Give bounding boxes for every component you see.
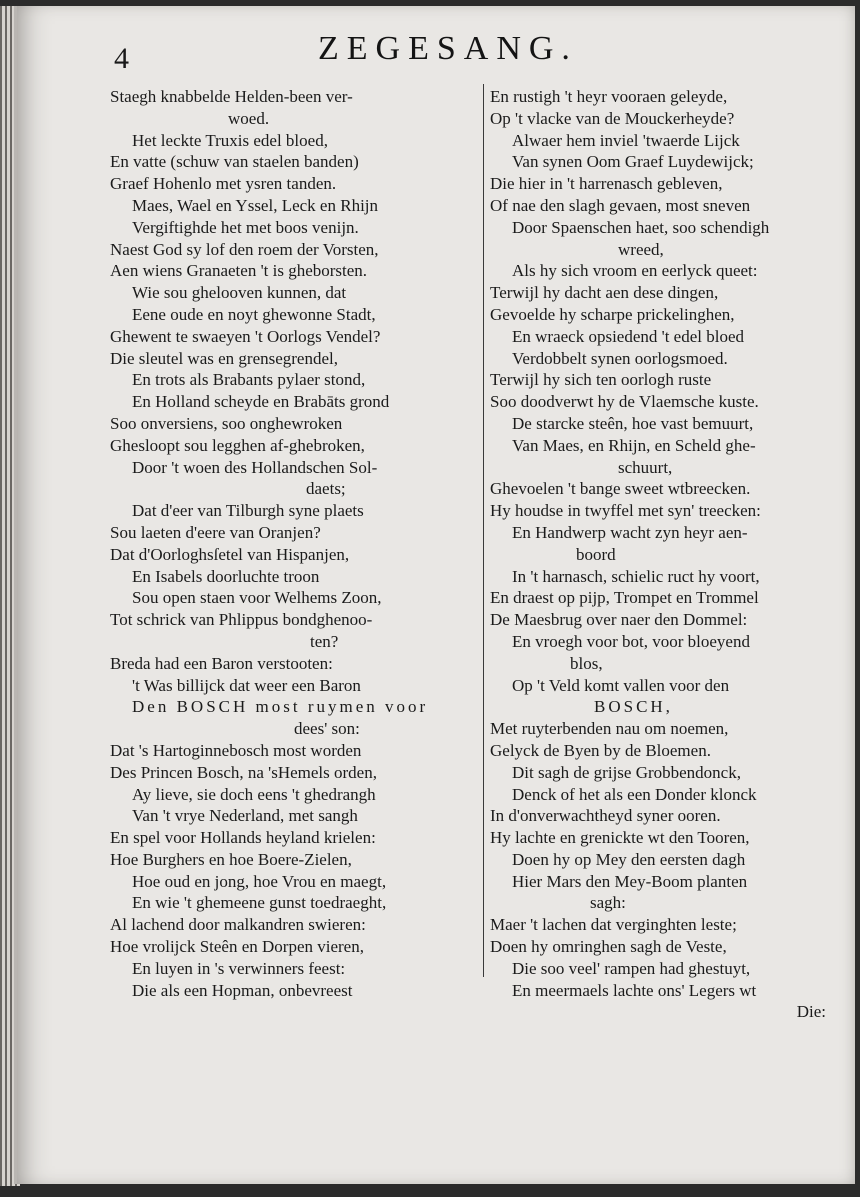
verse-line: Als hy sich vroom en eerlyck queet: [512, 261, 758, 281]
verse-line: En Handwerp wacht zyn heyr aen- [512, 522, 748, 542]
verse-line: woed. [228, 108, 270, 128]
verse-line: wreed, [618, 239, 664, 259]
running-head: ZEGESANG. [318, 30, 578, 67]
verse-line: Ghewent te swaeyen 't Oorlogs Vendel? [110, 326, 381, 346]
verse-line: Den BOSCH most ruymen voor [132, 697, 429, 717]
catchword: Die: [796, 1002, 826, 1022]
verse-line: Des Princen Bosch, na 'sHemels orden, [110, 762, 377, 782]
verse-line: Dit sagh de grijse Grobbendonck, [512, 762, 741, 782]
verse-line: Die soo veel' rampen had ghestuyt, [512, 958, 751, 978]
verse-line: Dat d'eer van Tilburgh syne plaets [132, 501, 364, 521]
verse-line: Sou open staen voor Welhems Zoon, [132, 588, 382, 608]
verse-line: En Holland scheyde en Brabāts grond [132, 392, 390, 412]
verse-line: Op 't Veld komt vallen voor den [512, 675, 730, 695]
verse-line: Aen wiens Granaeten 't is gheborsten. [110, 261, 368, 281]
verse-line: blos, [570, 653, 603, 673]
verse-line: Doen hy omringhen sagh de Veste, [490, 937, 727, 957]
verse-line: ten? [310, 631, 339, 651]
verse-line: Naest God sy lof den roem der Vorsten, [110, 239, 379, 259]
verse-line: Die als een Hopman, onbevreest [132, 980, 353, 1000]
verse-line: Hier Mars den Mey-Boom planten [512, 871, 748, 891]
verse-line: Van Maes, en Rhijn, en Scheld ghe- [512, 435, 756, 455]
verse-line: In 't harnasch, schielic ruct hy voort, [512, 566, 760, 586]
verse-line: En draest op pijp, Trompet en Trommel [490, 588, 759, 608]
verse-line: Door Spaenschen haet, soo schendigh [512, 217, 770, 237]
verse-line: daets; [306, 479, 346, 499]
verse-line: Ay lieve, sie doch eens 't ghedrangh [132, 784, 376, 804]
verse-line: En wie 't ghemeene gunst toedraeght, [132, 893, 387, 913]
verse-line: En spel voor Hollands heyland krielen: [110, 828, 376, 848]
verse-line: Ghevoelen 't bange sweet wtbreecken. [490, 479, 751, 499]
verse-line: Maer 't lachen dat verginghten leste; [490, 915, 737, 935]
verse-line: En rustigh 't heyr vooraen geleyde, [490, 87, 728, 106]
verse-line: schuurt, [618, 457, 673, 477]
column-divider [483, 84, 484, 977]
verse-line: Hy lachte en grenickte wt den Tooren, [490, 828, 750, 848]
verse-line: Van 't vrye Nederland, met sangh [132, 806, 358, 826]
verse-line: Hoe vrolijck Steên en Dorpen vieren, [110, 937, 364, 957]
verse-line: Die sleutel was en grensegrendel, [110, 348, 338, 368]
verse-line: En vatte (schuw van staelen banden) [110, 152, 359, 172]
verse-line: Dat d'Oorloghsſetel van Hispanjen, [110, 544, 350, 564]
verse-line: Dat 's Hartoginnebosch most worden [110, 740, 362, 760]
verse-line: Tot schrick van Phlippus bondghenoo- [110, 610, 373, 630]
verse-line: Alwaer hem inviel 'twaerde Lijck [512, 130, 740, 150]
verse-line: sagh: [590, 893, 626, 913]
page-header [0, 22, 860, 75]
verse-line: Op 't vlacke van de Mouckerheyde? [490, 108, 735, 128]
verse-line: En vroegh voor bot, voor bloeyend [512, 631, 750, 651]
verse-line: Of nae den slagh gevaen, most sneven [490, 195, 751, 215]
verse-line: Al lachend door malkandren swieren: [110, 915, 366, 935]
verse-line: De Maesbrug over naer den Dommel: [490, 610, 748, 630]
verse-line: 't Was billijck dat weer een Baron [132, 675, 361, 695]
verse-line: Gevoelde hy scharpe prickelinghen, [490, 304, 735, 324]
verse-line: Verdobbelt synen oorlogsmoed. [512, 348, 728, 368]
verse-line: Sou laeten d'eere van Oranjen? [110, 522, 321, 542]
verse-line: Die hier in 't harrenasch gebleven, [490, 174, 723, 194]
verse-line: Breda had een Baron verstooten: [110, 653, 333, 673]
verse-line: Staegh knabbelde Helden-been ver- [110, 87, 353, 106]
verse-line: Het leckte Truxis edel bloed, [132, 130, 328, 150]
verse-line: Doen hy op Mey den eersten dagh [512, 849, 746, 869]
verse-line: Hoe oud en jong, hoe Vrou en maegt, [132, 871, 387, 891]
verse-line: Terwijl hy dacht aen dese dingen, [490, 283, 719, 303]
verse-line: Ghesloopt sou legghen af-ghebroken, [110, 435, 365, 455]
verse-line: Hy houdse in twyffel met syn' treecken: [490, 501, 761, 521]
page-number: 4 [114, 42, 129, 75]
verse-line: En meermaels lachte ons' Legers wt [512, 980, 757, 1000]
verse-line: Denck of het als een Donder klonck [512, 784, 757, 804]
verse-line: Gelyck de Byen by de Bloemen. [490, 740, 711, 760]
verse-line: boord [576, 544, 616, 564]
verse-line: En Isabels doorluchte troon [132, 566, 320, 586]
verse-line: In d'onverwachtheyd syner ooren. [490, 806, 721, 826]
verse-line: Door 't woen des Hollandschen Sol- [132, 457, 378, 477]
verse-line: De starcke steên, hoe vast bemuurt, [512, 413, 754, 433]
left-column [110, 86, 482, 1001]
verse-line: En trots als Brabants pylaer stond, [132, 370, 366, 390]
verse-line: En wraeck opsiedend 't edel bloed [512, 326, 745, 346]
verse-line: Vergiftighde het met boos venijn. [132, 217, 359, 237]
verse-line: Soo onversiens, soo onghewroken [110, 413, 343, 433]
verse-line: Terwijl hy sich ten oorlogh ruste [490, 370, 712, 390]
verse-line: Soo doodverwt hy de Vlaemsche kuste. [490, 392, 759, 412]
verse-line: BOSCH, [594, 697, 673, 717]
verse-line: Eene oude en noyt ghewonne Stadt, [132, 304, 376, 324]
verse-line: Wie sou ghelooven kunnen, dat [132, 283, 347, 303]
verse-line: Met ruyterbenden nau om noemen, [490, 719, 729, 739]
verse-line: dees' son: [294, 719, 360, 739]
verse-line: En luyen in 's verwinners feest: [132, 958, 346, 978]
verse-line: Van synen Oom Graef Luydewijck; [512, 152, 754, 172]
verse-line: Hoe Burghers en hoe Boere-Zielen, [110, 849, 352, 869]
verse-line: Graef Hohenlo met ysren tanden. [110, 174, 337, 194]
right-column [490, 86, 840, 1023]
verse-line: Maes, Wael en Yssel, Leck en Rhijn [132, 195, 379, 215]
